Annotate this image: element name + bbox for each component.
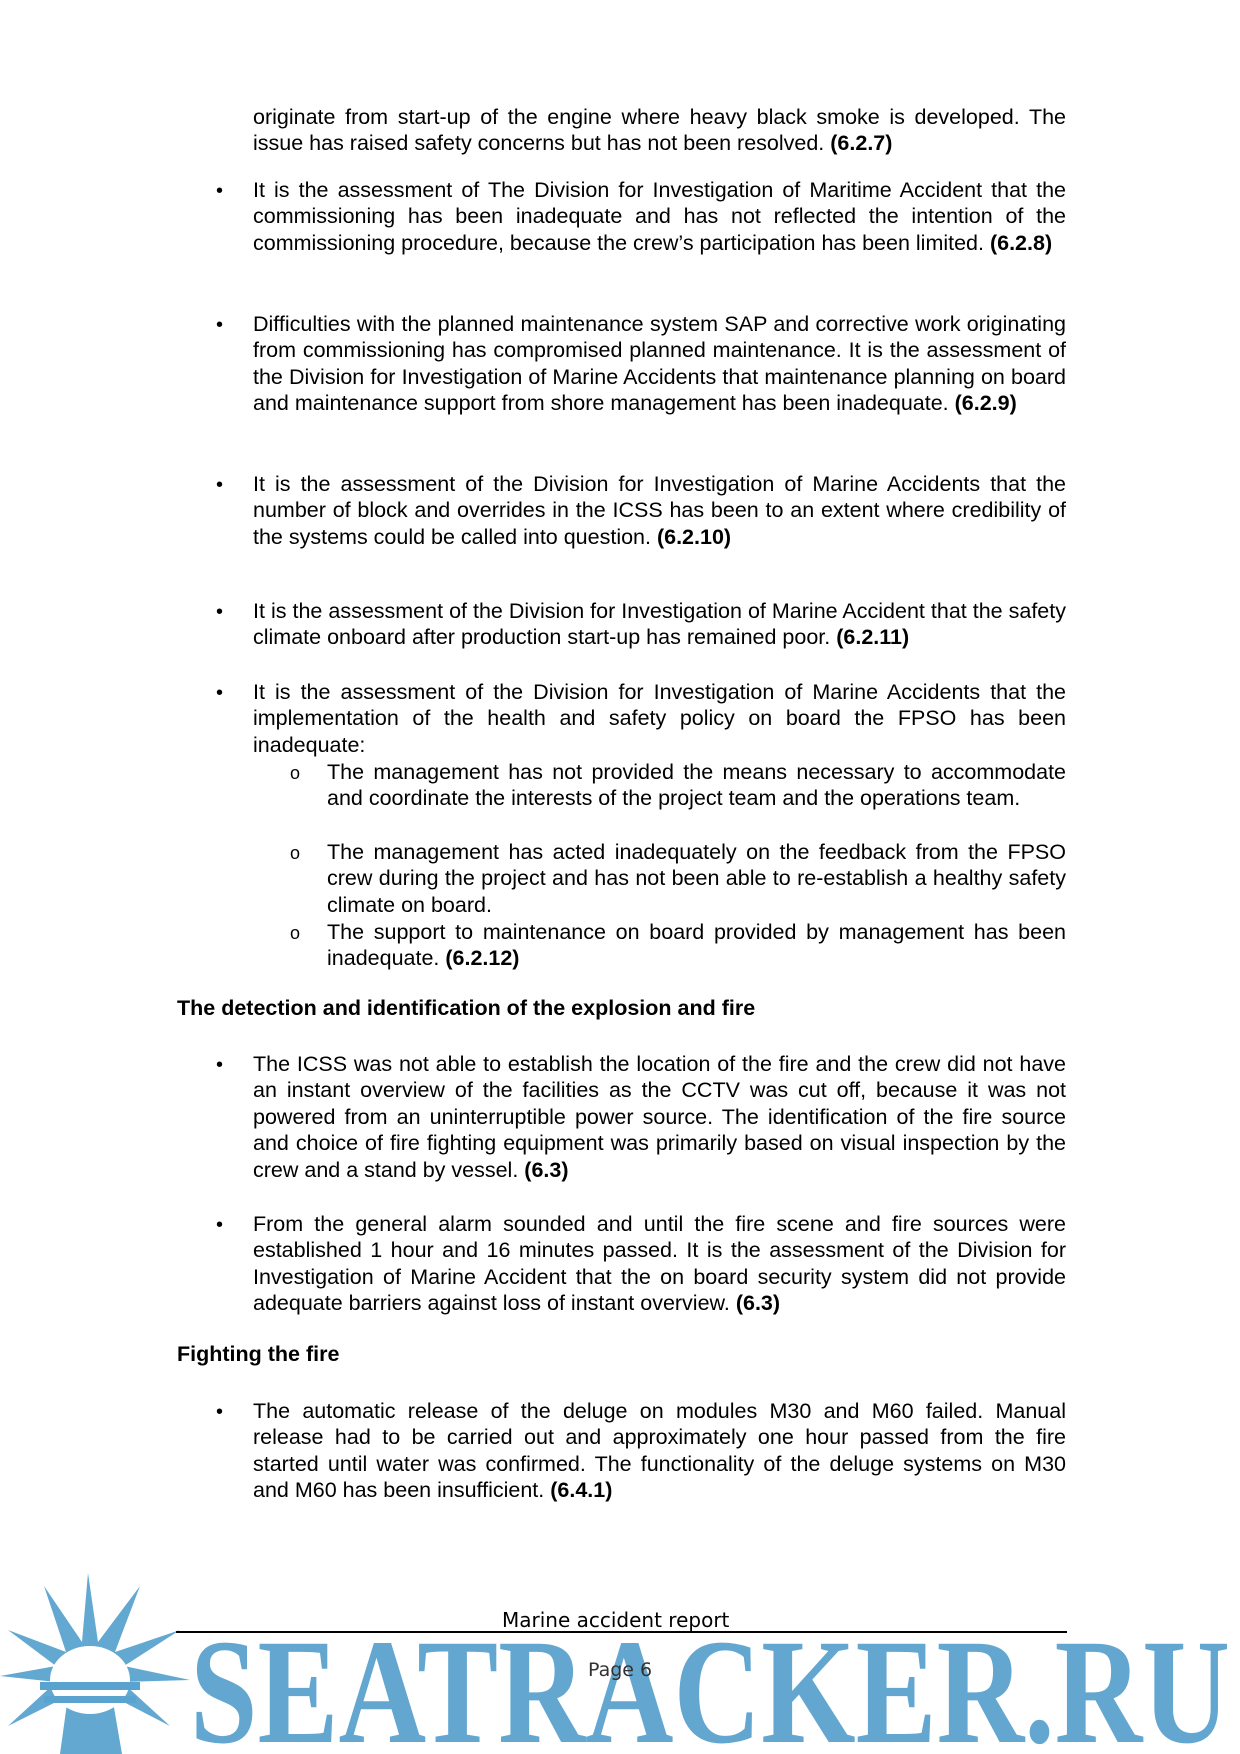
list-item: The ICSS was not able to establish the location of the fire and the crew did not have an instant overview of the facilities as the CCTV was cut off, because it was not powered from an uninterruptible power source. The identification of the fire source and choice of fire fighting equipment was primarily based on visual inspection by the crew and a stand by vessel. (6.3) <box>253 1052 1066 1182</box>
bullet-icon: • <box>216 1214 224 1236</box>
section-heading: The detection and identification of the explosion and fire <box>177 996 756 1020</box>
sun-logo-icon <box>0 1573 190 1754</box>
list-item: It is the assessment of The Division for Investigation of Maritime Accident that the commissioning has been inadequate and has not reflected the intention of the commissioning procedure, because the crew’s participation has been limited. (6.2.8) <box>253 178 1066 255</box>
bullet-icon: • <box>216 1054 224 1076</box>
section-reference: (6.2.12) <box>445 946 520 971</box>
sub-list-item: The support to maintenance on board provided by management has been inadequate. (6.2.12) <box>327 920 1066 971</box>
bullet-icon: • <box>216 314 224 336</box>
section-reference: (6.3) <box>524 1157 569 1182</box>
list-item: It is the assessment of the Division for Investigation of Marine Accidents that the implementation of the health and safety policy on board the FPSO has been inadequate: <box>253 680 1066 757</box>
footer-divider <box>176 1631 1067 1633</box>
sub-bullet-icon: o <box>290 763 301 783</box>
list-item: It is the assessment of the Division for Investigation of Marine Accidents that the number of block and overrides in the ICSS has been to an extent where credibility of the systems could be called into question. (6.2.10) <box>253 472 1066 549</box>
section-reference: (6.3) <box>735 1291 781 1316</box>
list-item: It is the assessment of the Division for Investigation of Marine Accident that the safety climate onboard after production start-up has remained poor. (6.2.11) <box>253 599 1066 650</box>
section-heading: Fighting the fire <box>177 1342 340 1366</box>
bullet-icon: • <box>216 1401 224 1423</box>
section-reference: (6.2.11) <box>836 625 910 650</box>
section-reference: (6.2.8) <box>989 230 1053 255</box>
page-number: Page 6 <box>588 1659 653 1681</box>
section-reference: (6.4.1) <box>550 1478 613 1503</box>
section-reference: (6.2.7) <box>830 131 893 156</box>
sub-bullet-icon: o <box>290 923 301 943</box>
sub-list-item: The management has acted inadequately on the feedback from the FPSO crew during the project and has not been able to re-establish a healthy safety climate on board. <box>327 840 1066 917</box>
list-item: The automatic release of the deluge on modules M30 and M60 failed. Manual release had to be carried out and approximately one hour passed from the fire started until water was confirmed. The functionality of the deluge systems on M30 and M60 has been insufficient. (6.4.1) <box>253 1399 1066 1503</box>
bullet-icon: • <box>216 180 224 202</box>
section-reference: (6.2.10) <box>656 524 732 549</box>
bullet-icon: • <box>216 601 224 623</box>
sub-bullet-icon: o <box>290 843 301 863</box>
list-item: Difficulties with the planned maintenance system SAP and corrective work originating from commissioning has compromised planned maintenance. It is the assessment of the Division for Investigation of Marine Accidents that maintenance planning on board and maintenance support from shore management has been inadequate. (6.2.9) <box>253 312 1066 416</box>
watermark-text: SEATRACKER.RU <box>190 1609 1230 1754</box>
list-item: From the general alarm sounded and until the fire scene and fire sources were established 1 hour and 16 minutes passed. It is the assessment of the Division for Investigation of Marine Accident that the on board security system did not provide adequate barriers against loss of instant overview. (6.3) <box>253 1212 1066 1316</box>
sub-list-item: The management has not provided the means necessary to accommodate and coordinate the interests of the project team and the operations team. <box>327 760 1066 811</box>
paragraph-continuation: originate from start-up of the engine where heavy black smoke is developed. The issue has raised safety concerns but has not been resolved. (6.2.7) <box>253 105 1066 156</box>
bullet-icon: • <box>216 474 224 496</box>
bullet-icon: • <box>216 682 224 704</box>
section-reference: (6.2.9) <box>954 391 1017 416</box>
